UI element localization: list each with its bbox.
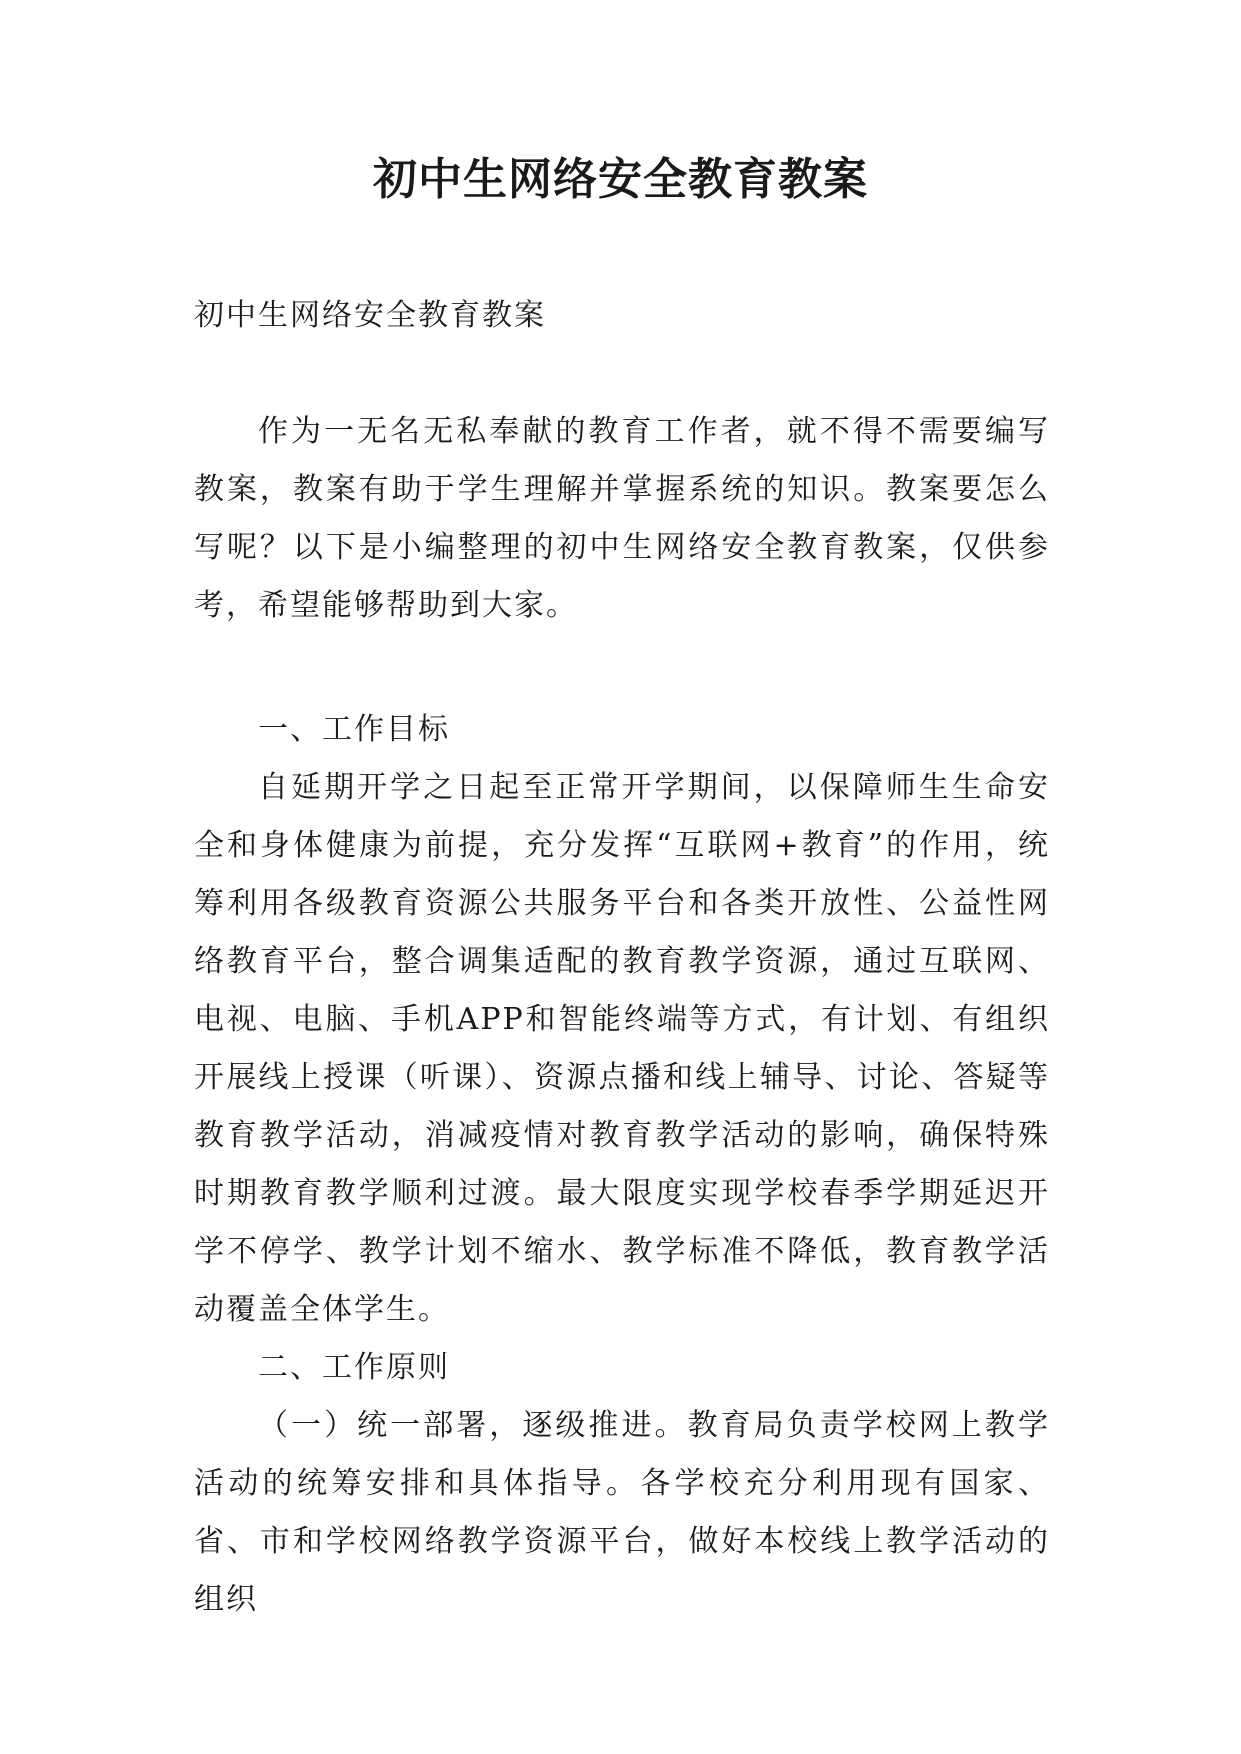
section-heading-goals: 一、工作目标 [258, 712, 450, 747]
section-paragraph-principles: （一）统一部署，逐级推进。教育局负责学校网上教学活动的统筹安排和具体指导。各学校充分利用现有国家、省、市和学校网络教学资源平台，做好本校线上教学活动的组织 [194, 1408, 1050, 1617]
section-paragraph-goals: 自延期开学之日起至正常开学期间，以保障师生生命安全和身体健康为前提，充分发挥“互联网+教育”的作用，统筹利用各级教育资源公共服务平台和各类开放性、公益性网络教育平台，整合调集适配的教育教学资源，通过互联网、电视、电脑、手机APP和智能终端等方式，有计划、有组织开展线上授课（听课）、资源点播和线上辅导、讨论、答疑等教育教学活动，消减疫情对教育教学活动的影响，确保特殊时期教育教学顺利过渡。最大限度实现学校春季学期延迟开学不停学、教学计划不缩水、教学标准不降低，教育教学活动覆盖全体学生。 [194, 770, 1050, 1327]
section-heading-principles: 二、工作原则 [258, 1350, 450, 1385]
document-title: 初中生网络安全教育教案 [373, 154, 868, 205]
document-subtitle: 初中生网络安全教育教案 [194, 298, 546, 333]
intro-paragraph: 作为一无名无私奉献的教育工作者，就不得不需要编写教案，教案有助于学生理解并掌握系统的知识。教案要怎么写呢？以下是小编整理的初中生网络安全教育教案，仅供参考，希望能够帮助到大家。 [194, 414, 1050, 623]
